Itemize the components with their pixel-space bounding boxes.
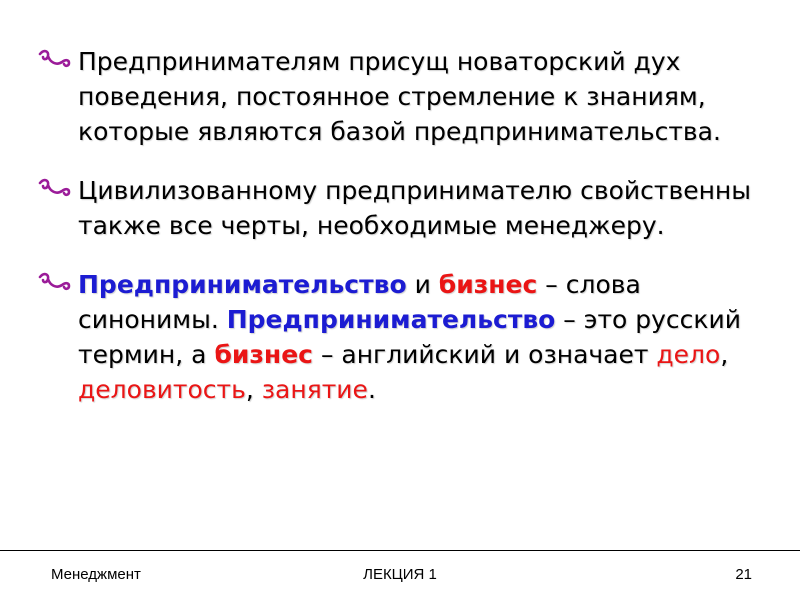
text-fragment: – слова синонимы. [78,270,641,334]
text-fragment: – это русский термин, а [78,305,742,369]
curl-bullet-icon [36,271,72,295]
highlight-word: занятие [261,375,368,404]
text-fragment: . [367,375,376,404]
text-fragment: и [406,270,439,299]
bullet-text: Цивилизованному предпринимателю свойственны также все черты, необходимые менеджеру. [78,176,751,240]
slide-content [36,44,776,431]
curl-bullet-icon [36,177,72,201]
highlight-term: бизнес [214,340,313,369]
text-fragment: , [720,340,729,369]
bullet-item [36,44,776,149]
bullet-item [36,173,776,243]
bullet-item [36,267,776,407]
highlight-word: дело [656,340,721,369]
footer-lecture: ЛЕКЦИЯ 1 [363,566,437,583]
bullet-text: Предпринимателям присущ новаторский дух поведения, постоянное стремление к знаниям, которые являются базой предпринимательства. [78,47,721,146]
highlight-term: бизнес [438,270,538,299]
highlight-term: Предпринимательство [226,305,556,334]
highlight-word: деловитость [78,375,246,404]
footer-divider [0,550,800,551]
footer-course: Менеджмент [51,566,141,583]
curl-bullet-icon [36,48,72,72]
text-fragment: – английский и означает [313,340,657,369]
text-fragment: , [245,375,262,404]
footer-page-number: 21 [735,566,752,583]
highlight-term: Предпринимательство [78,270,407,299]
